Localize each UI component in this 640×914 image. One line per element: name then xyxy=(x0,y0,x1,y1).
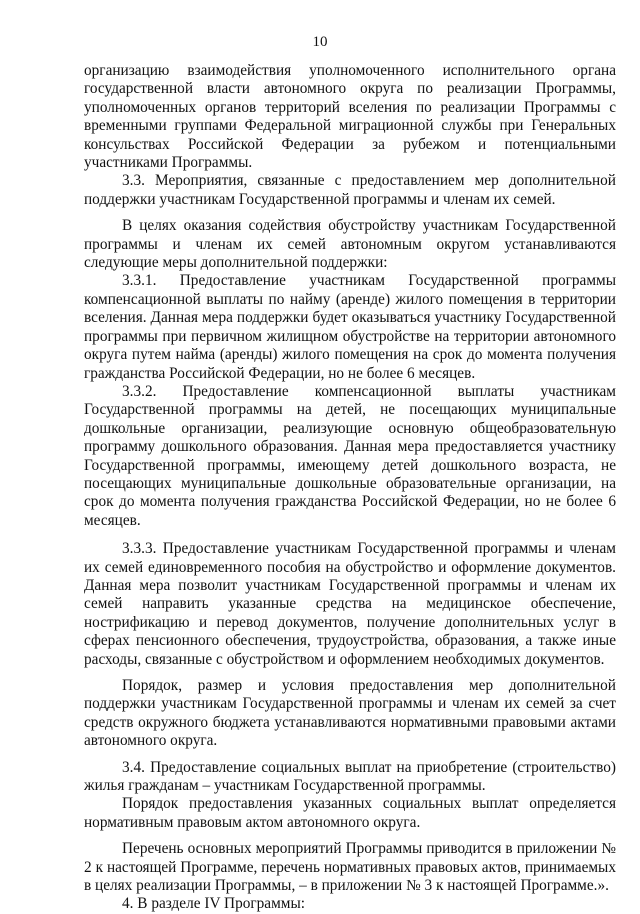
paragraph-1: организацию взаимодействия уполномоченного исполнительного органа государственной власти автономного округа по реализации Программы, уполномоченных органов территорий вселения по реализации Программы с временными группами Федеральной миграционной службы при Генеральных консульствах Российской Федерации за рубежом и потенциальными участниками Программы. xyxy=(84,62,616,172)
page-number: 10 xyxy=(312,34,328,50)
paragraph-3-4: 3.4. Предоставление социальных выплат на приобретение (строительство) жилья гражданам – участникам Государственной программы. xyxy=(84,758,616,795)
paragraph-3-3-3: 3.3.3. Предоставление участникам Государственной программы и членам их семей единовременного пособия на обустройство и оформление документов. Данная мера позволит участникам Государственной программы и членам их семей направить указанные средства на медицинское обеспечение, нострификацию и перевод документов, получение дополнительных услуг в сферах пенсионного обеспечения, трудоустройства, образования, а также иные расходы, связанные с обустройством и оформлением необходимых документов. xyxy=(84,540,616,668)
paragraph-payments-procedure: Порядок предоставления указанных социальных выплат определяется нормативным правовым актом автономного округа. xyxy=(84,795,616,831)
paragraph-procedure: Порядок, размер и условия предоставления мер дополнительной поддержки участникам Государственной программы и членам их семей за счет средств окружного бюджета устанавливаются нормативными правовыми актами автономного округа. xyxy=(84,677,616,750)
paragraph-list-of-measures: Перечень основных мероприятий Программы приводится в приложении № 2 к настоящей Программе, перечень нормативных правовых актов, принимаемых в целях реализации Программы, – в приложении № 3 к настоящей Программе.». xyxy=(84,840,616,895)
paragraph-intro-measures: В целях оказания содействия обустройству участникам Государственной программы и членам их семей автономным округом устанавливаются следующие меры дополнительной поддержки: xyxy=(84,217,616,272)
paragraph-section-3-3: 3.3. Мероприятия, связанные с предоставлением мер дополнительной поддержки участникам Государственной программы и членам их семей. xyxy=(84,172,616,208)
paragraph-3-3-2: 3.3.2. Предоставление компенсационной выплаты участникам Государственной программы на детей, не посещающих муниципальные дошкольные организации, реализующие основную общеобразовательную программу дошкольного образования. Данная мера предоставляется участнику Государственной программы, имеющему детей дошкольного возраста, не посещающих муниципальные дошкольные образовательные организации, на срок до момента получения гражданства Российской Федерации, но не более 6 месяцев. xyxy=(84,382,616,529)
paragraph-3-3-1: 3.3.1. Предоставление участникам Государственной программы компенсационной выплаты по найму (аренде) жилого помещения в территории вселения. Данная мера поддержки будет оказываться участнику Государственной программы при первичном жилищном обустройстве на территории автономного округа путем найма (аренды) жилого помещения на срок до момента получения гражданства Российской Федерации, но не более 6 месяцев. xyxy=(84,272,616,382)
paragraph-section-4: 4. В разделе IV Программы: xyxy=(122,895,305,913)
document-body xyxy=(84,62,616,914)
